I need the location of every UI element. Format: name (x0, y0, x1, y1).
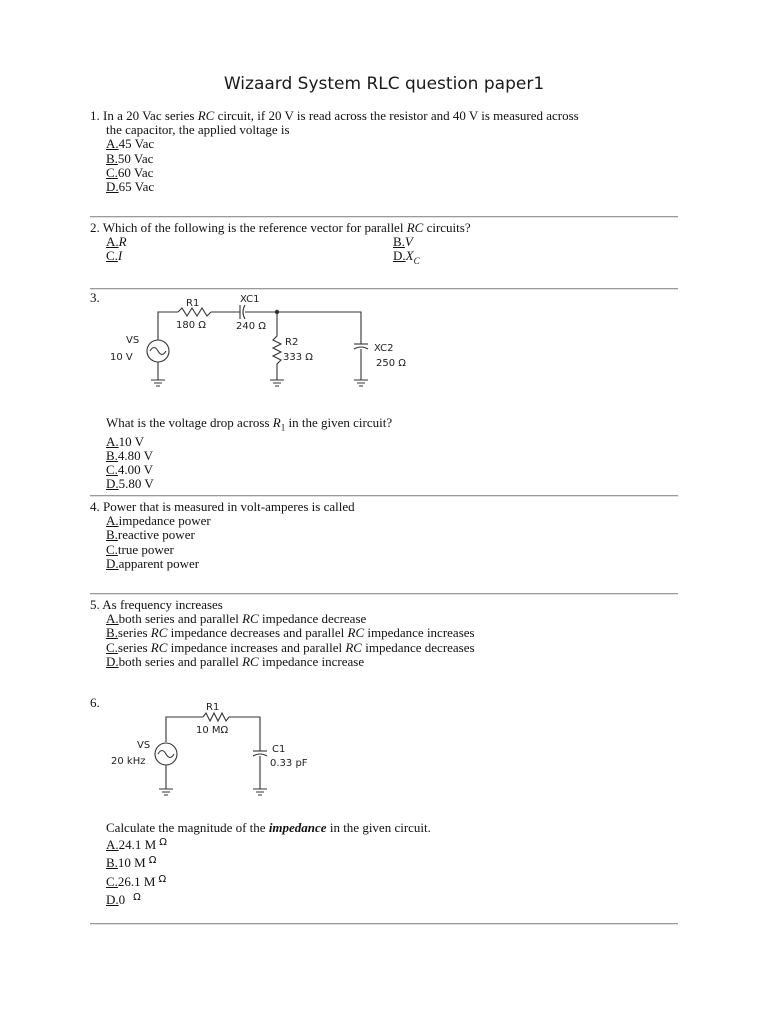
q3-option-d[interactable]: D.5.80 V (106, 476, 154, 492)
q1-option-c[interactable]: C.60 Vac (106, 164, 154, 180)
q6-r1-label: R1 (206, 702, 220, 713)
q3-xc1-value: 240 Ω (236, 321, 266, 332)
q2-option-b[interactable]: B.V (393, 234, 413, 250)
q4-option-d[interactable]: D.apparent power (106, 555, 200, 571)
q1-option-d[interactable]: D.65 Vac (106, 179, 155, 195)
ohm-symbol: Ω (159, 837, 167, 849)
circuit-diagram-q3 (100, 288, 430, 398)
divider-1 (90, 216, 678, 217)
question-5 (90, 598, 690, 669)
q6-vs-label: VS (137, 740, 151, 751)
q3-xc2-label: XC2 (374, 343, 394, 354)
q4-option-a[interactable]: A.impedance power (106, 513, 211, 529)
q6-c1-label: C1 (272, 744, 286, 755)
ohm-symbol: Ω (133, 891, 141, 903)
q3-option-b[interactable]: B.4.80 V (106, 448, 154, 463)
q3-xc1-label: XC1 (240, 294, 260, 305)
q5-option-a[interactable]: A.both series and parallel RC impedance decrease (106, 611, 367, 627)
q6-option-b[interactable]: B.10 M $^\Omega$ (106, 855, 157, 871)
question-1-stem-cont: the capacitor, the applied voltage is (106, 122, 290, 138)
question-3-stem: What is the voltage drop across $R_1$ in the given circuit? (106, 415, 393, 433)
q6-r1-value: 10 MΩ (196, 725, 229, 736)
q3-r1-label: R1 (186, 298, 200, 309)
q3-r1-value: 180 Ω (176, 320, 206, 331)
question-4-stem: 4. Power that is measured in volt-amperes is called (90, 499, 355, 514)
q5-option-c[interactable]: C.series RC impedance increases and parallel RC impedance decreases (106, 639, 475, 655)
q5-option-b[interactable]: B.series RC impedance decreases and parallel RC impedance increases (106, 625, 475, 641)
q5-option-d[interactable]: D.both series and parallel RC impedance increase (106, 653, 365, 669)
q3-option-c[interactable]: C.4.00 V (106, 462, 154, 478)
question-6-number: 6. (90, 695, 100, 710)
q2-option-c[interactable]: C.I (106, 248, 123, 264)
q3-vs-label: VS (126, 335, 140, 346)
divider-3 (90, 495, 678, 496)
question-4 (90, 500, 690, 571)
divider-4 (90, 593, 678, 594)
ohm-symbol: Ω (148, 855, 157, 867)
paper-title: Wizaard System RLC question paper1 (223, 74, 545, 94)
question-1 (90, 109, 690, 194)
question-2-stem: 2. Which of the following is the reference vector for parallel RC circuits? (90, 220, 471, 235)
q2-option-a[interactable]: A.R (106, 234, 127, 250)
question-6 (90, 821, 690, 907)
q1-option-a[interactable]: A.45 Vac (106, 136, 155, 152)
question-5-stem: 5. As frequency increases (90, 597, 223, 612)
q4-option-c[interactable]: C.true power (106, 541, 174, 557)
divider-5 (90, 923, 678, 924)
q6-vs-value: 20 kHz (111, 756, 146, 767)
q6-option-d[interactable]: D.0 $^\Omega$ (106, 891, 141, 907)
q3-option-a[interactable]: A.10 V (106, 433, 145, 449)
question-3 (90, 416, 690, 492)
circuit-diagram-q6 (100, 693, 360, 808)
q1-option-b[interactable]: B.50 Vac (106, 150, 154, 166)
question-3-number: 3. (90, 290, 100, 305)
q3-r2-value: 333 Ω (283, 352, 313, 363)
q2-option-d[interactable]: $D.X_C$ (393, 248, 420, 266)
q6-option-a[interactable]: A.24.1 M $^\Omega$ (106, 837, 167, 853)
question-2 (90, 221, 690, 268)
question-1-stem: 1. In a 20 Vac series RC circuit, if 20 V is read across the resistor and 40 V is measured across (90, 108, 579, 123)
q6-c1-value: 0.33 pF (270, 758, 308, 769)
q6-option-c[interactable]: C.26.1 M $^\Omega$ (106, 873, 167, 889)
question-6-stem: Calculate the magnitude of the impedance in the given circuit. (106, 820, 431, 835)
ohm-symbol: Ω (158, 873, 167, 885)
q4-option-b[interactable]: B.reactive power (106, 527, 195, 543)
q3-r2-label: R2 (285, 337, 299, 348)
q3-xc2-value: 250 Ω (376, 358, 406, 369)
q3-vs-value: 10 V (110, 352, 133, 363)
